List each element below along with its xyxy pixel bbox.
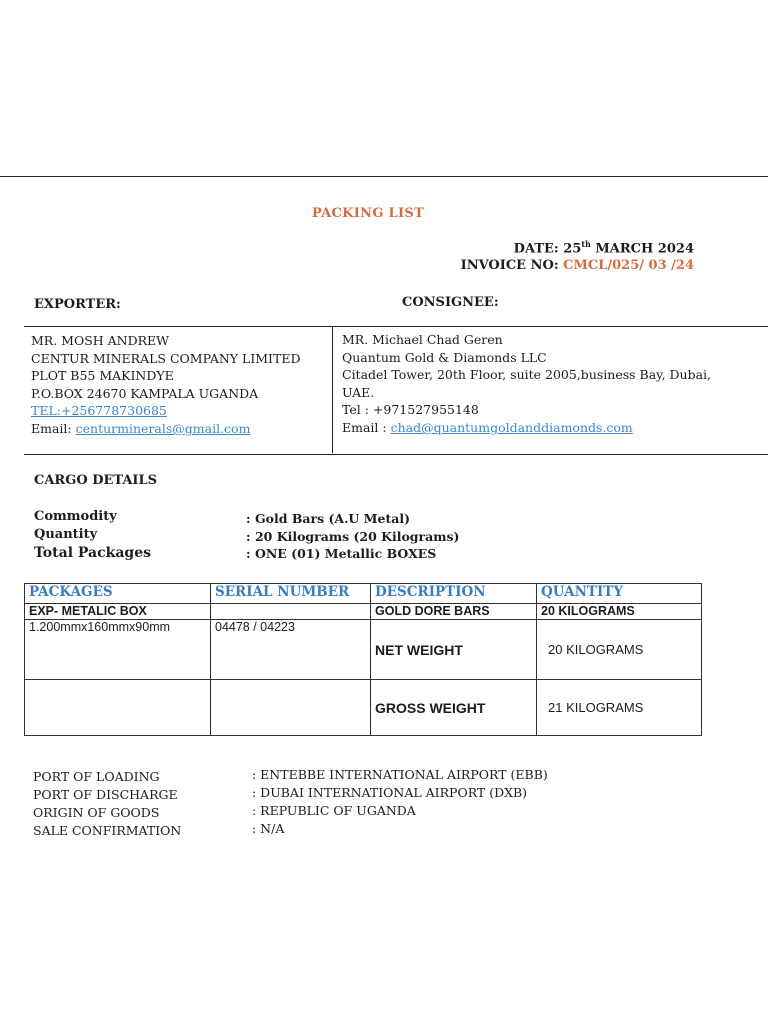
cargo-value-total-packages: : ONE (01) Metallic BOXES [246,546,437,561]
table-row [25,604,702,620]
consignee-name: MR. Michael Chad Geren [342,332,503,347]
table-header-row [25,584,702,604]
cell-gross-weight-value: 21 KILOGRAMS [537,680,702,736]
col-header-description: DESCRIPTION [371,584,537,604]
cargo-label-quantity: Quantity [34,527,98,542]
table-row [25,620,702,680]
cargo-value-quantity: : 20 Kilograms (20 Kilograms) [246,529,460,544]
invoice-number: INVOICE NO: CMCL/025/ 03 /24 [460,258,694,273]
page-top-edge [0,176,768,177]
consignee-email-line: Email : chad@quantumgoldanddiamonds.com [342,419,633,435]
cell-serial-number: 04478 / 04223 [211,620,371,680]
cell-serial [211,604,371,620]
exporter-pobox: P.O.BOX 24670 KAMPALA UGANDA [31,385,259,401]
cell-net-weight-label: NET WEIGHT [371,620,537,680]
cargo-heading: CARGO DETAILS [34,473,158,488]
parties-divider [332,326,333,453]
shipping-label-sale: SALE CONFIRMATION [33,823,182,838]
cargo-value-commodity: : Gold Bars (A.U Metal) [246,511,411,526]
consignee-company: Quantum Gold & Diamonds LLC [342,349,547,365]
cargo-label-commodity: Commodity [34,509,117,524]
shipping-label-loading: PORT OF LOADING [33,769,160,784]
exporter-plot: PLOT B55 MAKINDYE [31,368,174,384]
col-header-packages: PACKAGES [25,584,211,604]
consignee-tel: Tel : +971527955148 [342,402,479,418]
shipping-value-loading: : ENTEBBE INTERNATIONAL AIRPORT (EBB) [252,767,548,782]
exporter-company: CENTUR MINERALS COMPANY LIMITED [31,350,301,366]
cell-dimensions: 1.200mmx160mmx90mm [25,620,211,680]
consignee-details [342,331,711,437]
cell-empty [25,680,211,736]
packages-table [24,583,702,736]
cell-net-weight-value: 20 KILOGRAMS [537,620,702,680]
cell-empty [211,680,371,736]
exporter-heading: EXPORTER: [34,297,121,312]
shipping-value-sale: : N/A [252,821,285,836]
cell-description: GOLD DORE BARS [371,604,537,620]
consignee-address-1: Citadel Tower, 20th Floor, suite 2005,business Bay, Dubai, [342,367,712,383]
shipping-value-origin: : REPUBLIC OF UGANDA [252,803,416,818]
cell-gross-weight-label: GROSS WEIGHT [371,680,537,736]
col-header-serial: SERIAL NUMBER [211,584,371,604]
document-title: PACKING LIST [312,206,425,221]
shipping-label-discharge: PORT OF DISCHARGE [33,787,178,802]
exporter-details [31,332,300,438]
exporter-name: MR. MOSH ANDREW [31,333,170,348]
consignee-heading: CONSIGNEE: [402,295,499,310]
exporter-email-link[interactable]: centurminerals@gmail.com [75,420,251,436]
consignee-address-2: UAE. [342,384,375,400]
cargo-label-total-packages: Total Packages [34,545,151,561]
col-header-quantity: QUANTITY [537,584,702,604]
exporter-email-line: Email: centurminerals@gmail.com [31,420,251,436]
cell-package: EXP- METALIC BOX [25,604,211,620]
consignee-email-link[interactable]: chad@quantumgoldanddiamonds.com [390,419,633,435]
shipping-value-discharge: : DUBAI INTERNATIONAL AIRPORT (DXB) [252,785,528,800]
exporter-tel[interactable]: TEL:+256778730685 [31,403,167,419]
cell-quantity: 20 KILOGRAMS [537,604,702,620]
document-date: DATE: 25th MARCH 2024 [513,239,694,257]
table-row [25,680,702,736]
shipping-label-origin: ORIGIN OF GOODS [33,805,160,820]
